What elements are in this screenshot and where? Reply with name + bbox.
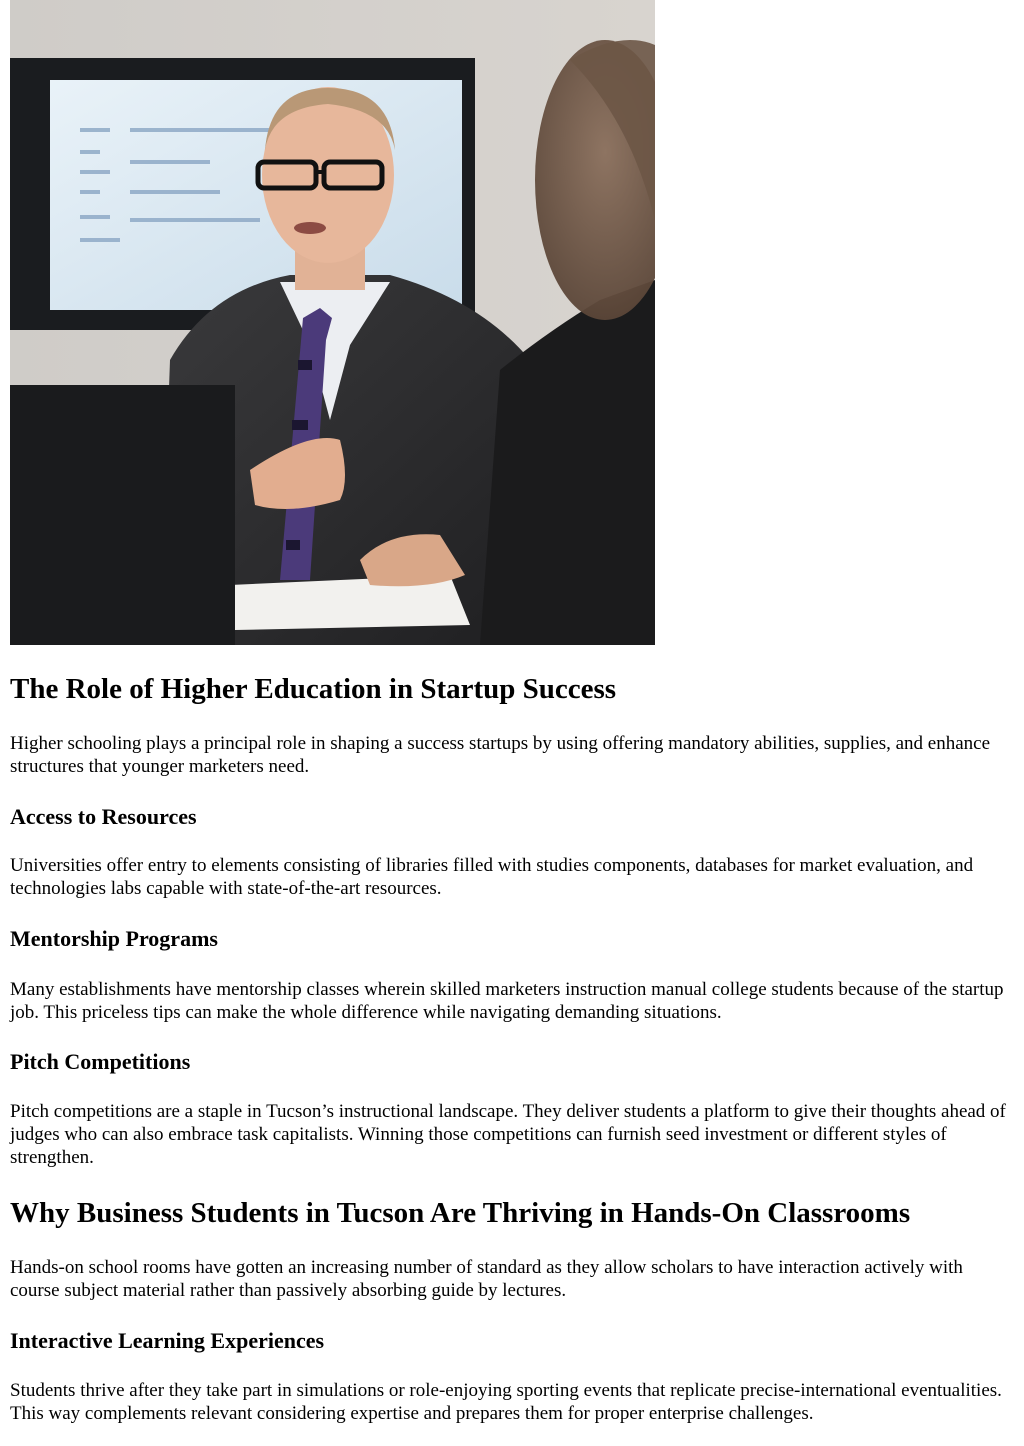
subheading-access-to-resources: Access to Resources	[10, 804, 197, 829]
paragraph-interactive-learning: Students thrive after they take part in simulations or role-enjoying sporting events that replicate precise-international eventualities. This way complements relevant considering expertise and prepares them for proper enterprise challenges.	[10, 1380, 1002, 1424]
subheading-pitch-competitions: Pitch Competitions	[10, 1049, 191, 1074]
section-heading-business-students-thriving: Why Business Students in Tucson Are Thriving in Hands-On Classrooms	[10, 1197, 911, 1229]
subheading-mentorship-programs: Mentorship Programs	[10, 926, 218, 951]
section-heading-role-of-higher-education: The Role of Higher Education in Startup Success	[10, 673, 617, 705]
paragraph-mentorship-programs: Many establishments have mentorship classes wherein skilled marketers instruction manual college students because of the startup job. This priceless tips can make the whole difference while navigating demanding situations.	[10, 979, 1004, 1023]
paragraph-business-students-thriving: Hands-on school rooms have gotten an increasing number of standard as they allow scholars to have interaction actively with course subject material rather than passively absorbing guide by lectures.	[10, 1257, 963, 1301]
photo-presenter-in-classroom	[10, 0, 655, 645]
subheading-interactive-learning: Interactive Learning Experiences	[10, 1328, 325, 1353]
article	[10, 0, 1010, 1424]
paragraph-access-to-resources: Universities offer entry to elements consisting of libraries filled with studies components, databases for market evaluation, and technologies labs capable with state-of-the-art resources.	[10, 855, 974, 899]
photo-illustration	[10, 0, 655, 645]
paragraph-pitch-competitions: Pitch competitions are a staple in Tucson’s instructional landscape. They deliver students a platform to give their thoughts ahead of judges who can also embrace task capitalists. Winning those competitions can furnish seed investment or different styles of strengthen.	[10, 1101, 1006, 1168]
section-paragraph-role-of-higher-education: Higher schooling plays a principal role in shaping a success startups by using offering mandatory abilities, supplies, and enhance structures that younger marketers need.	[10, 733, 991, 777]
